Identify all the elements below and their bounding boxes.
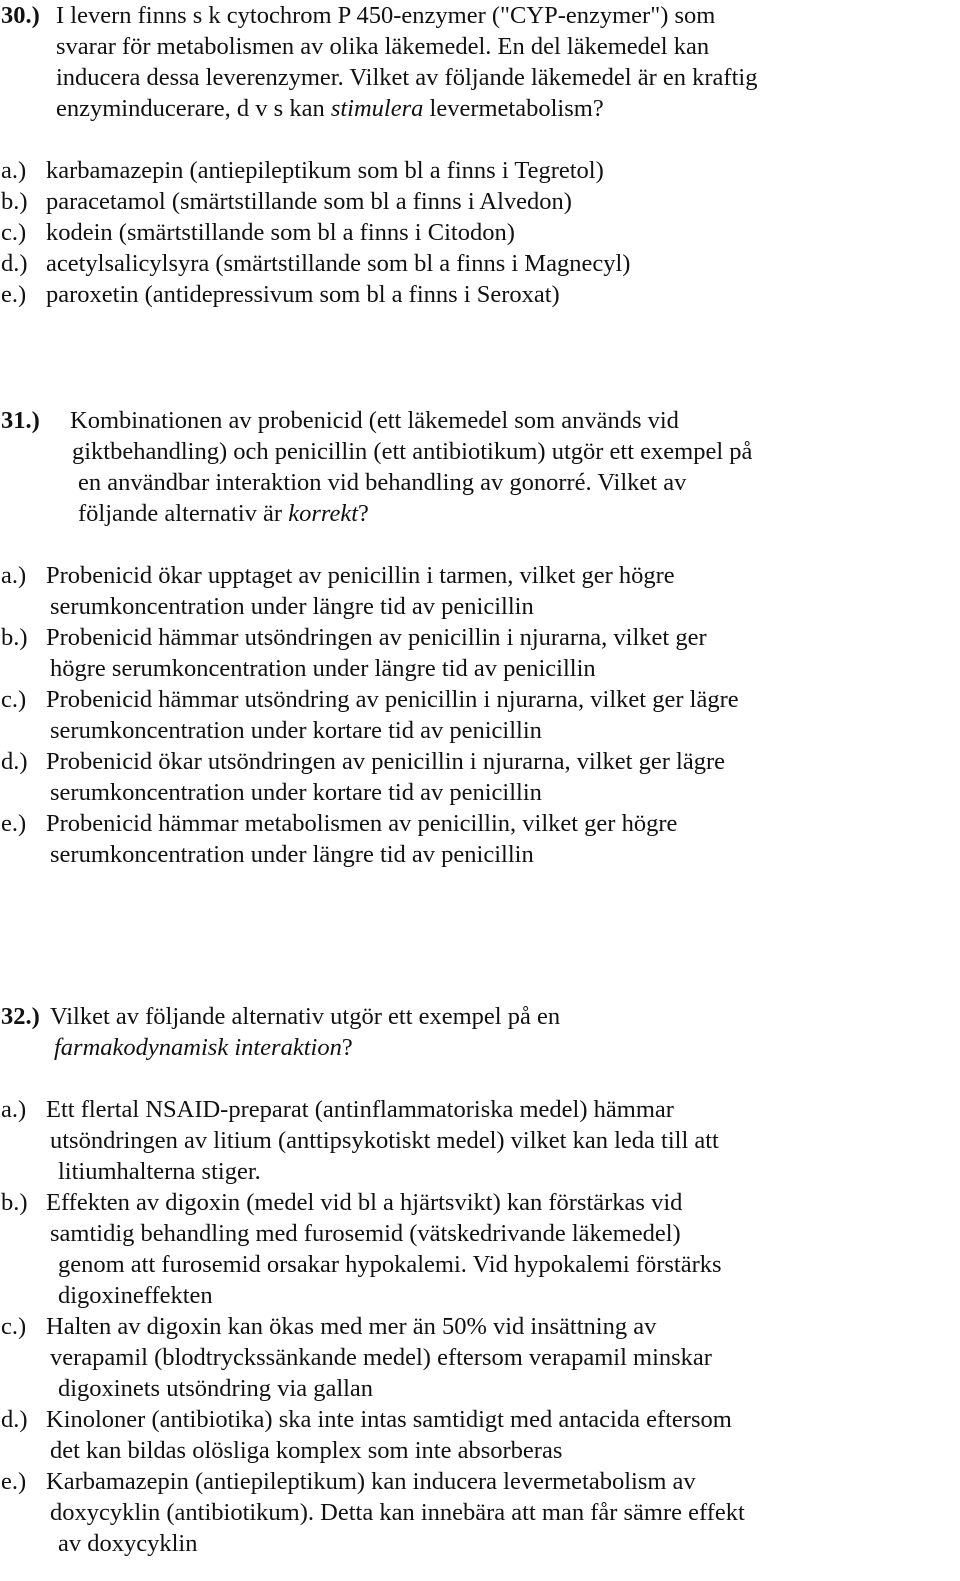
question-stem-text: en användbar interaktion vid behandling av gonorré. Vilket av: [78, 469, 687, 496]
answer-option-line: [0, 1466, 960, 1497]
answer-option-line: [0, 1373, 960, 1404]
answer-option-b[interactable]: [0, 1187, 960, 1311]
option-letter: a.): [1, 562, 27, 589]
stem-fragment: enzyminducerare, d v s kan: [56, 95, 331, 122]
option-letter: c.): [1, 1313, 27, 1340]
answer-option-a[interactable]: [0, 155, 960, 186]
answer-option-e[interactable]: [0, 1466, 960, 1559]
option-text: Kinoloner (antibiotika) ska inte intas samtidigt med antacida eftersom: [46, 1406, 732, 1433]
question-stem-text: Vilket av följande alternativ utgör ett exempel på en: [50, 1003, 561, 1030]
question-stem-line: [0, 405, 960, 436]
question-stem-text: inducera dessa leverenzymer. Vilket av följande läkemedel är en kraftig: [56, 64, 758, 91]
option-text: Halten av digoxin kan ökas med mer än 50% vid insättning av: [46, 1313, 657, 1340]
answer-option-line: [0, 1249, 960, 1280]
question-stem-line: [0, 93, 960, 124]
answer-option-c[interactable]: [0, 217, 960, 248]
question-1: [0, 0, 960, 310]
option-text: Probenicid hämmar utsöndringen av penicillin i njurarna, vilket ger: [46, 624, 707, 651]
answer-option-line: [0, 1311, 960, 1342]
answer-option-line: [0, 684, 960, 715]
option-letter: e.): [1, 810, 27, 837]
answer-option-line: [0, 560, 960, 591]
question-stem-line: [0, 467, 960, 498]
option-letter: e.): [1, 1468, 27, 1495]
question-number: 32.): [1, 1003, 40, 1030]
answer-option-line: [0, 186, 960, 217]
option-letter: e.): [1, 281, 27, 308]
answer-option-line: [0, 279, 960, 310]
question-stem-line: [0, 0, 960, 31]
option-text: genom att furosemid orsakar hypokalemi. Vid hypokalemi förstärks: [58, 1251, 722, 1278]
option-text: av doxycyklin: [58, 1530, 198, 1557]
option-text: Probenicid ökar utsöndringen av penicillin i njurarna, vilket ger lägre: [46, 748, 725, 775]
emphasized-term: farmakodynamisk interaktion: [54, 1034, 342, 1061]
option-letter: b.): [1, 188, 28, 215]
answer-option-line: [0, 1125, 960, 1156]
answer-option-b[interactable]: [0, 622, 960, 684]
question-number: 31.): [1, 407, 40, 434]
question-stem-line: [0, 1001, 960, 1032]
emphasized-term: stimulera: [330, 95, 424, 122]
option-letter: d.): [1, 1406, 28, 1433]
question-stem-text: [54, 1032, 353, 1063]
option-text: Probenicid hämmar utsöndring av penicillin i njurarna, vilket ger lägre: [46, 686, 739, 713]
question-stem-text: I levern finns s k cytochrom P 450-enzymer ("CYP-enzymer") som: [56, 2, 716, 29]
question-stem-text: giktbehandling) och penicillin (ett antibiotikum) utgör ett exempel på: [72, 438, 753, 465]
question-stem-line: [0, 31, 960, 62]
stem-fragment: ?: [358, 500, 369, 527]
stem-fragment: följande alternativ är: [78, 500, 289, 527]
answer-option-line: [0, 746, 960, 777]
stem-fragment: levermetabolism?: [423, 95, 604, 122]
question-number: 30.): [1, 2, 40, 29]
question-stem-line: [0, 436, 960, 467]
answer-option-line: [0, 1435, 960, 1466]
answer-option-a[interactable]: [0, 560, 960, 622]
option-text: verapamil (blodtryckssänkande medel) eftersom verapamil minskar: [50, 1344, 712, 1371]
answer-option-line: [0, 1497, 960, 1528]
option-letter: c.): [1, 219, 27, 246]
option-text: serumkoncentration under kortare tid av penicillin: [50, 717, 542, 744]
option-text: digoxinets utsöndring via gallan: [58, 1375, 374, 1402]
answer-option-line: [0, 1187, 960, 1218]
option-text: serumkoncentration under längre tid av penicillin: [50, 841, 534, 868]
option-text: karbamazepin (antiepileptikum som bl a finns i Tegretol): [46, 157, 604, 184]
option-letter: b.): [1, 624, 28, 651]
answer-option-d[interactable]: [0, 248, 960, 279]
question-3: [0, 1001, 960, 1559]
option-text: samtidig behandling med furosemid (vätskedrivande läkemedel): [50, 1220, 681, 1247]
option-text: paracetamol (smärtstillande som bl a finns i Alvedon): [46, 188, 572, 215]
answer-option-e[interactable]: [0, 808, 960, 870]
option-text: Karbamazepin (antiepileptikum) kan inducera levermetabolism av: [46, 1468, 696, 1495]
answer-option-d[interactable]: [0, 746, 960, 808]
answer-option-line: [0, 1404, 960, 1435]
option-text: Ett flertal NSAID-preparat (antinflammatoriska medel) hämmar: [46, 1096, 674, 1123]
answer-option-line: [0, 653, 960, 684]
answer-option-e[interactable]: [0, 279, 960, 310]
stem-fragment: ?: [341, 1034, 353, 1061]
option-letter: a.): [1, 1096, 27, 1123]
answer-option-line: [0, 1342, 960, 1373]
option-text: serumkoncentration under kortare tid av penicillin: [50, 779, 542, 806]
answer-option-d[interactable]: [0, 1404, 960, 1466]
option-text: högre serumkoncentration under längre tid av penicillin: [50, 655, 596, 682]
question-stem-line: [0, 498, 960, 529]
answer-option-line: [0, 591, 960, 622]
answer-option-line: [0, 839, 960, 870]
answer-option-line: [0, 777, 960, 808]
option-text: litiumhalterna stiger.: [58, 1158, 261, 1185]
answer-option-a[interactable]: [0, 1094, 960, 1187]
option-letter: d.): [1, 748, 28, 775]
question-stem-line: [0, 1032, 960, 1063]
answer-option-c[interactable]: [0, 684, 960, 746]
answer-option-line: [0, 1218, 960, 1249]
question-2: [0, 405, 960, 870]
answer-option-line: [0, 1528, 960, 1559]
question-stem-line: [0, 62, 960, 93]
option-text: Probenicid ökar upptaget av penicillin i tarmen, vilket ger högre: [46, 562, 675, 589]
answer-option-line: [0, 1094, 960, 1125]
option-letter: d.): [1, 250, 28, 277]
answer-option-b[interactable]: [0, 186, 960, 217]
option-letter: b.): [1, 1189, 28, 1216]
question-stem-text: [56, 93, 604, 124]
answer-option-line: [0, 155, 960, 186]
answer-option-line: [0, 715, 960, 746]
answer-option-c[interactable]: [0, 1311, 960, 1404]
option-text: det kan bildas olösliga komplex som inte absorberas: [50, 1437, 563, 1464]
answer-option-line: [0, 1280, 960, 1311]
option-text: serumkoncentration under längre tid av penicillin: [50, 593, 534, 620]
option-text: Effekten av digoxin (medel vid bl a hjärtsvikt) kan förstärkas vid: [46, 1189, 683, 1216]
answer-option-line: [0, 1156, 960, 1187]
option-text: acetylsalicylsyra (smärtstillande som bl a finns i Magnecyl): [46, 250, 631, 277]
option-text: digoxineffekten: [58, 1282, 213, 1309]
question-stem-text: Kombinationen av probenicid (ett läkemedel som används vid: [70, 407, 679, 434]
option-text: kodein (smärtstillande som bl a finns i Citodon): [46, 219, 515, 246]
answer-option-line: [0, 622, 960, 653]
question-stem-text: svarar för metabolismen av olika läkemedel. En del läkemedel kan: [56, 33, 710, 60]
question-stem-text: [78, 498, 369, 529]
option-text: Probenicid hämmar metabolismen av penicillin, vilket ger högre: [46, 810, 678, 837]
option-text: utsöndringen av litium (anttipsykotiskt medel) vilket kan leda till att: [50, 1127, 719, 1154]
emphasized-term: korrekt: [288, 500, 359, 527]
option-text: doxycyklin (antibiotikum). Detta kan innebära att man får sämre effekt: [50, 1499, 745, 1526]
answer-option-line: [0, 217, 960, 248]
answer-option-line: [0, 248, 960, 279]
answer-option-line: [0, 808, 960, 839]
option-text: paroxetin (antidepressivum som bl a finns i Seroxat): [46, 281, 560, 308]
option-letter: c.): [1, 686, 27, 713]
option-letter: a.): [1, 157, 27, 184]
